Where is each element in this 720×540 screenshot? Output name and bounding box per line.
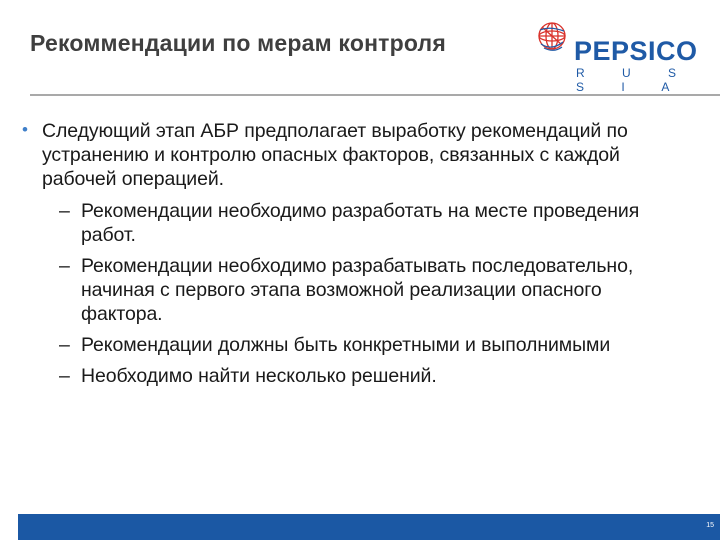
main-bullet xyxy=(22,119,682,191)
sub-bullet-list xyxy=(22,199,682,388)
sub-bullet-text: Рекомендации должны быть конкретными и выполнимыми xyxy=(81,334,611,356)
slide-body xyxy=(22,119,682,395)
sub-bullet-text: Рекомендации необходимо разработать на месте проведения работ. xyxy=(81,200,640,246)
sub-bullet-dash: – xyxy=(59,200,70,222)
main-bullet-text: Следующий этап АБР предполагает выработку рекомендаций по устранению и контролю опасных факторов, связанных с каждой рабочей операцией. xyxy=(42,120,628,190)
footer-bar xyxy=(18,514,720,540)
sub-bullet xyxy=(22,254,682,326)
sub-bullet xyxy=(22,364,682,388)
logo-subtitle: R U S S I A xyxy=(576,66,694,94)
pepsico-logo xyxy=(528,18,708,94)
sub-bullet-text: Рекомендации необходимо разрабатывать последовательно, начиная с первого этапа возможной реализации опасного фактора. xyxy=(81,255,634,325)
bullet-dot: • xyxy=(22,120,28,139)
sub-bullet xyxy=(22,333,682,357)
pepsico-globe-icon xyxy=(532,18,572,58)
title-divider xyxy=(30,94,720,96)
slide-title: Рекоммендации по мерам контроля xyxy=(30,30,446,56)
page-number: 15 xyxy=(706,522,714,529)
sub-bullet-dash: – xyxy=(59,334,70,356)
logo-wordmark: PEPSICO xyxy=(574,36,698,66)
sub-bullet-dash: – xyxy=(59,255,70,277)
sub-bullet-text: Необходимо найти несколько решений. xyxy=(81,365,437,387)
sub-bullet-dash: – xyxy=(59,365,70,387)
sub-bullet xyxy=(22,199,682,247)
